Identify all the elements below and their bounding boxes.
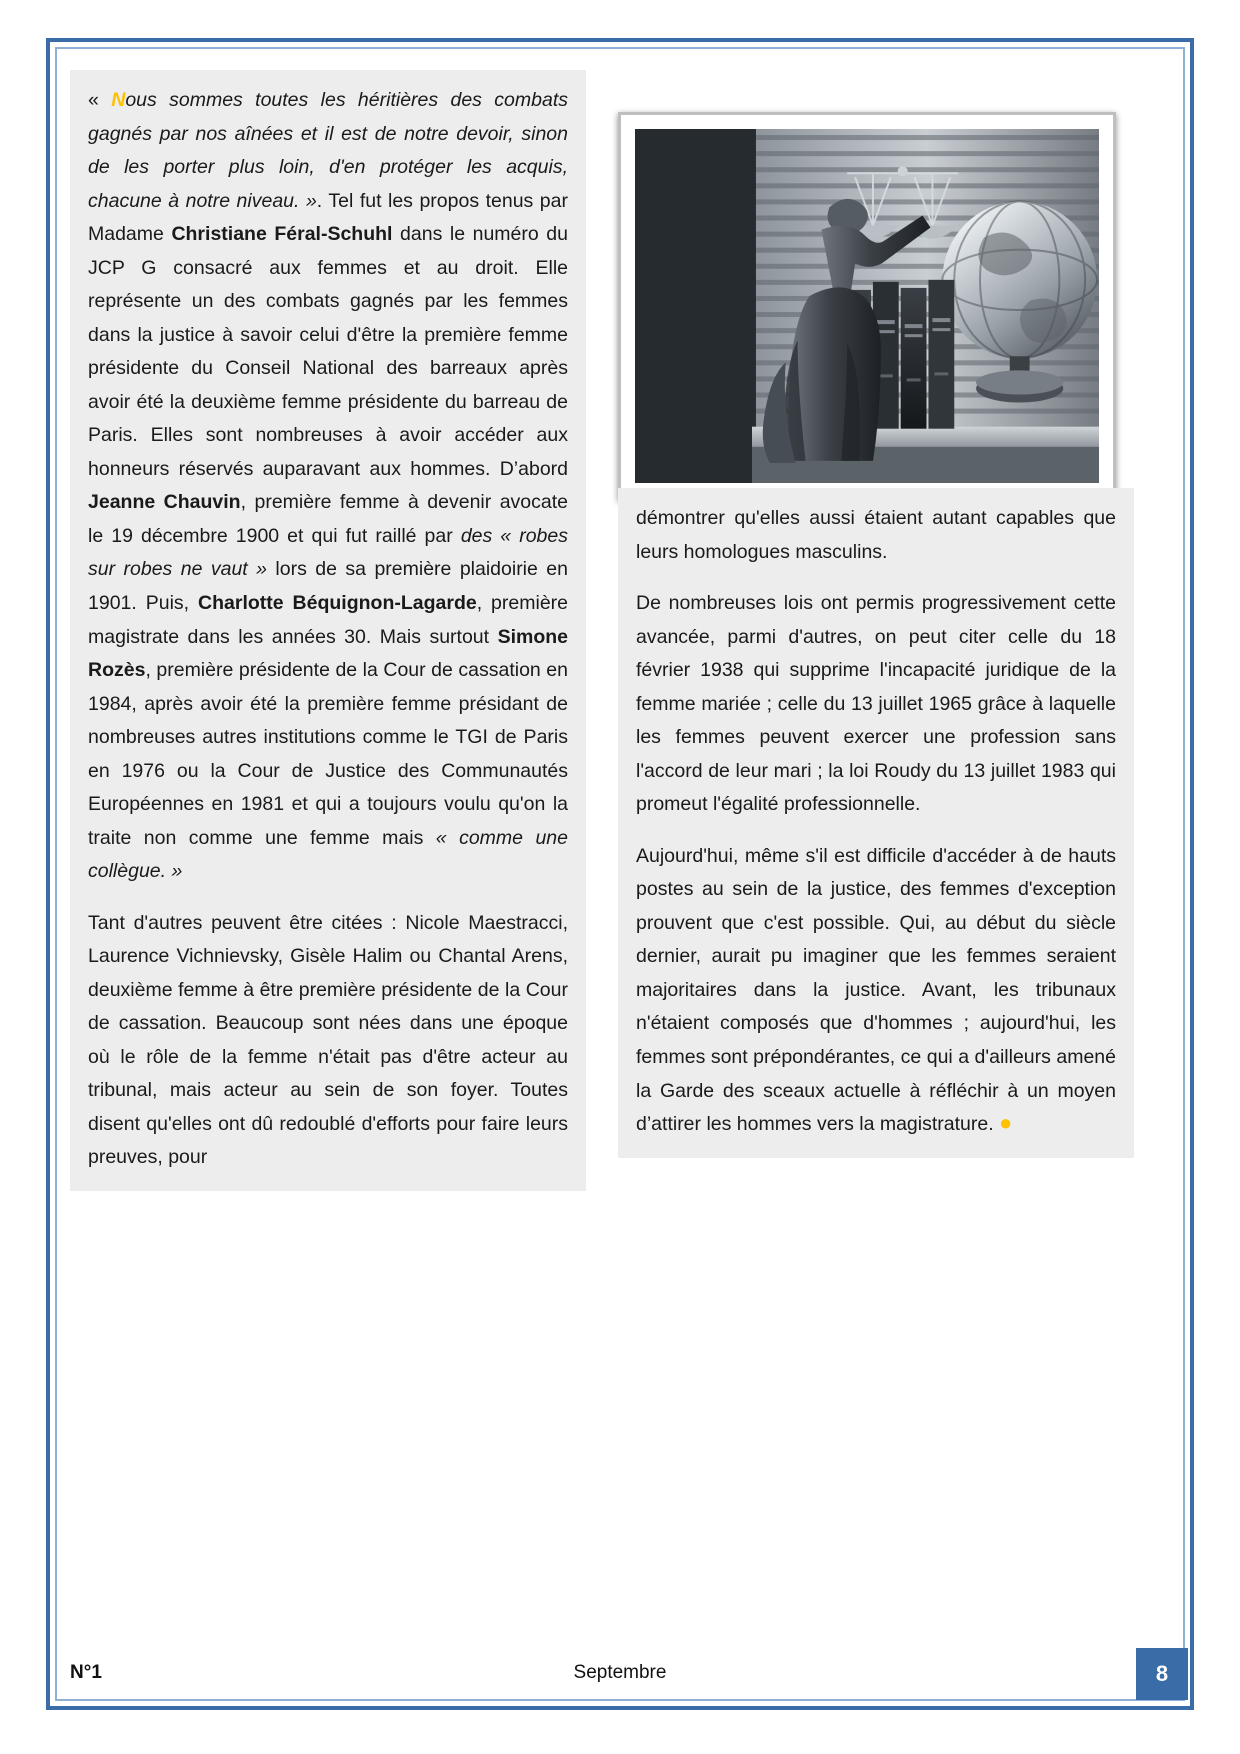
name-jeanne-chauvin: Jeanne Chauvin: [88, 491, 241, 514]
name-simone-rozes: Simone Rozès: [88, 625, 568, 682]
paragraph1-run-4: lors de sa première plaidoirie en 1901. Puis,: [88, 558, 568, 614]
paragraph1-run-5: , première magistrate dans les années 30. Mais surtout: [88, 591, 568, 648]
footer-month: Septembre: [573, 1662, 667, 1683]
opening-quote-italic: ous sommes toutes les héritières des combats gagnés par nos aînées et il est de notre devoir, sinon de les porter plus loin, d'en protéger les acquis, chacune à notre niveau. »: [88, 89, 568, 212]
left-column-text-block: [70, 70, 586, 1191]
page-footer: [70, 1654, 1170, 1694]
right-column-text-block: [618, 488, 1134, 1158]
page-number-badge: 8: [1136, 1648, 1188, 1700]
paragraph1-run-3: , première femme à devenir avocate le 19 décembre 1900 et qui fut raillé par: [88, 491, 568, 547]
article-paragraph-4: De nombreuses lois ont permis progressivement cette avancée, parmi d'autres, on peut citer celle du 18 février 1938 qui supprime l'incapacité juridique de la femme mariée ; celle du 13 juillet 1965 grâce à laquelle les femmes peuvent exercer une profession sans l'accord de leur mari ; la loi Roudy du 13 juillet 1983 qui promeut l'égalité professionnelle.: [636, 592, 1116, 816]
article-paragraph-1: [88, 84, 568, 889]
quote-open-mark: «: [88, 89, 112, 111]
paragraph1-run-6: , première présidente de la Cour de cassation en 1984, après avoir été la première femme présidant de nombreuses autres institutions comme le TGI de Paris en 1976 ou la Cour de Justice des Communautés Européennes en 1981 et qui a toujours voulu qu'on la traite non comme une femme mais: [88, 659, 568, 849]
name-christiane-feral-schuhl: Christiane Féral-Schuhl: [171, 223, 393, 246]
article-end-marker-icon: ●: [999, 1110, 1013, 1136]
footer-issue-number: N°1: [70, 1662, 102, 1683]
quote-robes-sur-robes: des « robes sur robes ne vaut »: [88, 524, 568, 581]
quote-comme-une-collegue: « comme une collègue. »: [88, 826, 568, 883]
article-paragraph-5: [636, 840, 1116, 1142]
name-charlotte-bequignon-lagarde: Charlotte Béquignon-Lagarde: [198, 591, 477, 614]
article-paragraph-2: Tant d'autres peuvent être citées : Nicole Maestracci, Laurence Vichnievsky, Gisèle Halim ou Chantal Arens, deuxième femme à être première présidente de la Cour de cassation. Beaucoup sont nées dans une époque où le rôle de la femme n'était pas d'être acteur au tribunal, mais acteur au sein de son foyer. Toutes disent qu'elles ont dû redoublé d'efforts pour faire leurs preuves, pour: [88, 911, 568, 1169]
page-content: [70, 70, 1170, 1684]
paragraph1-run-2: dans le numéro du JCP G consacré aux femmes et au droit. Elle représente un des combats gagnés par les femmes dans la justice à savoir celui d'être la première femme présidente du Conseil National des barreaux après avoir été la deuxième femme présidente du barreau de Paris. Elles sont nombreuses à avoir accéder aux honneurs réservés auparavant aux hommes. D’abord: [88, 223, 568, 480]
left-column: [70, 70, 586, 1191]
drop-cap-letter: N: [111, 89, 126, 111]
paragraph1-run-1: . Tel fut les propos tenus par Madame: [88, 189, 568, 246]
paragraph5-text: Aujourd'hui, même s'il est difficile d'accéder à de hauts postes au sein de la justice, des femmes d'exception prouvent que c'est possible. Qui, au début du siècle dernier, aurait pu imaginer que les femmes seraient majoritaires dans la justice. Avant, les tribunaux n'étaient composés que d'hommes ; aujourd'hui, les femmes sont prépondérantes, ce qui a d'ailleurs amené la Garde des sceaux actuelle à réfléchir à un moyen d’attirer les hommes vers la magistrature.: [636, 844, 1116, 1136]
article-paragraph-3: démontrer qu'elles aussi étaient autant capables que leurs homologues masculins.: [636, 507, 1116, 563]
right-column: [618, 70, 1134, 1158]
